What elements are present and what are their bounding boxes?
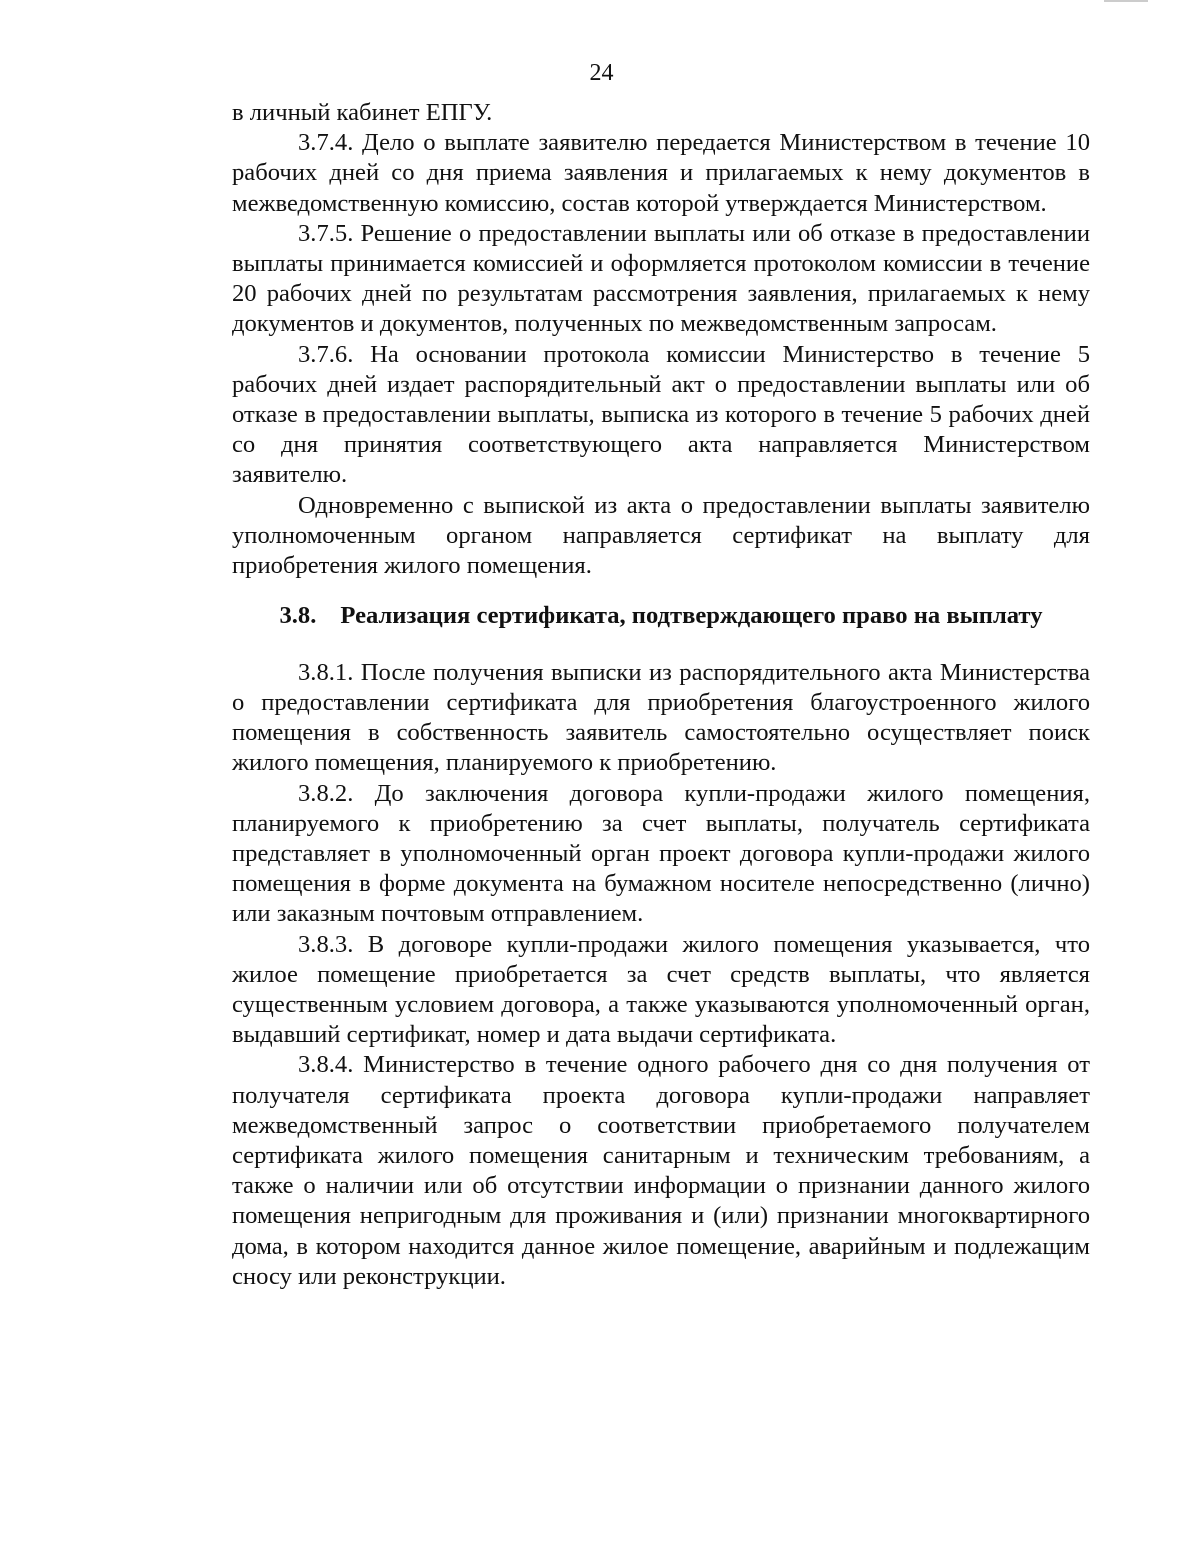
page-number: 24 [589,60,614,86]
paragraph-3-7-4: 3.7.4. Дело о выплате заявителю передается Министерством в течение 10 рабочих дней со дня приема заявления и прилагаемых к нему документов в межведомственную комиссию, состав которой утверждается Министерством. [232,129,1090,217]
section-title: Реализация сертификата, подтверждающего право на выплату [340,602,1043,630]
paragraph-3-8-1: 3.8.1. После получения выписки из распорядительного акта Министерства о предоставлении сертификата для приобретения благоустроенного жилого помещения в собственность заявитель самостоятельно осуществляет поиск жилого помещения, планируемого к приобретению. [232,658,1090,777]
document-body [232,98,1090,1292]
paragraph-3-8-3: 3.8.3. В договоре купли-продажи жилого помещения указывается, что жилое помещение приобретается за счет средств выплаты, что является существенным условием договора, а также указываются уполномоченный орган, выдавший сертификат, номер и дата выдачи сертификата. [232,930,1090,1049]
paragraph-continuation: в личный кабинет ЕПГУ. [232,99,493,126]
paragraph-simultaneously: Одновременно с выпиской из акта о предоставлении выплаты заявителю уполномоченным органом направляется сертификат на выплату для приобретения жилого помещения. [232,491,1090,580]
section-number: 3.8. [279,602,317,630]
paragraph-3-7-6: 3.7.6. На основании протокола комиссии Министерство в течение 5 рабочих дней издает распорядительный акт о предоставлении выплаты или об отказе в предоставлении выплаты, выписка из которого в течение 5 рабочих дней со дня принятия соответствующего акта направляется Министерством заявителю. [232,340,1090,489]
paragraph-3-8-2: 3.8.2. До заключения договора купли-продажи жилого помещения, планируемого к приобретению за счет выплаты, получатель сертификата представляет в уполномоченный орган проект договора купли-продажи жилого помещения в форме документа на бумажном носителе непосредственно (лично) или заказным почтовым отправлением. [232,779,1090,928]
paragraph-3-7-5: 3.7.5. Решение о предоставлении выплаты или об отказе в предоставлении выплаты принимается комиссией и оформляется протоколом комиссии в течение 20 рабочих дней по результатам рассмотрения заявления, прилагаемых к нему документов и документов, полученных по межведомственным запросам. [232,219,1090,338]
scan-edge-mark [1104,0,1148,2]
section-heading [232,601,1090,632]
paragraph-3-8-4: 3.8.4. Министерство в течение одного рабочего дня со дня получения от получателя сертификата проекта договора купли-продажи направляет межведомственный запрос о соответствии приобретаемого получателем сертификата жилого помещения санитарным и техническим требованиям, а также о наличии или об отсутствии информации о признании данного жилого помещения непригодным для проживания и (или) признании многоквартирного дома, в котором находится данное жилое помещение, аварийным и подлежащим сносу или реконструкции. [232,1051,1090,1290]
